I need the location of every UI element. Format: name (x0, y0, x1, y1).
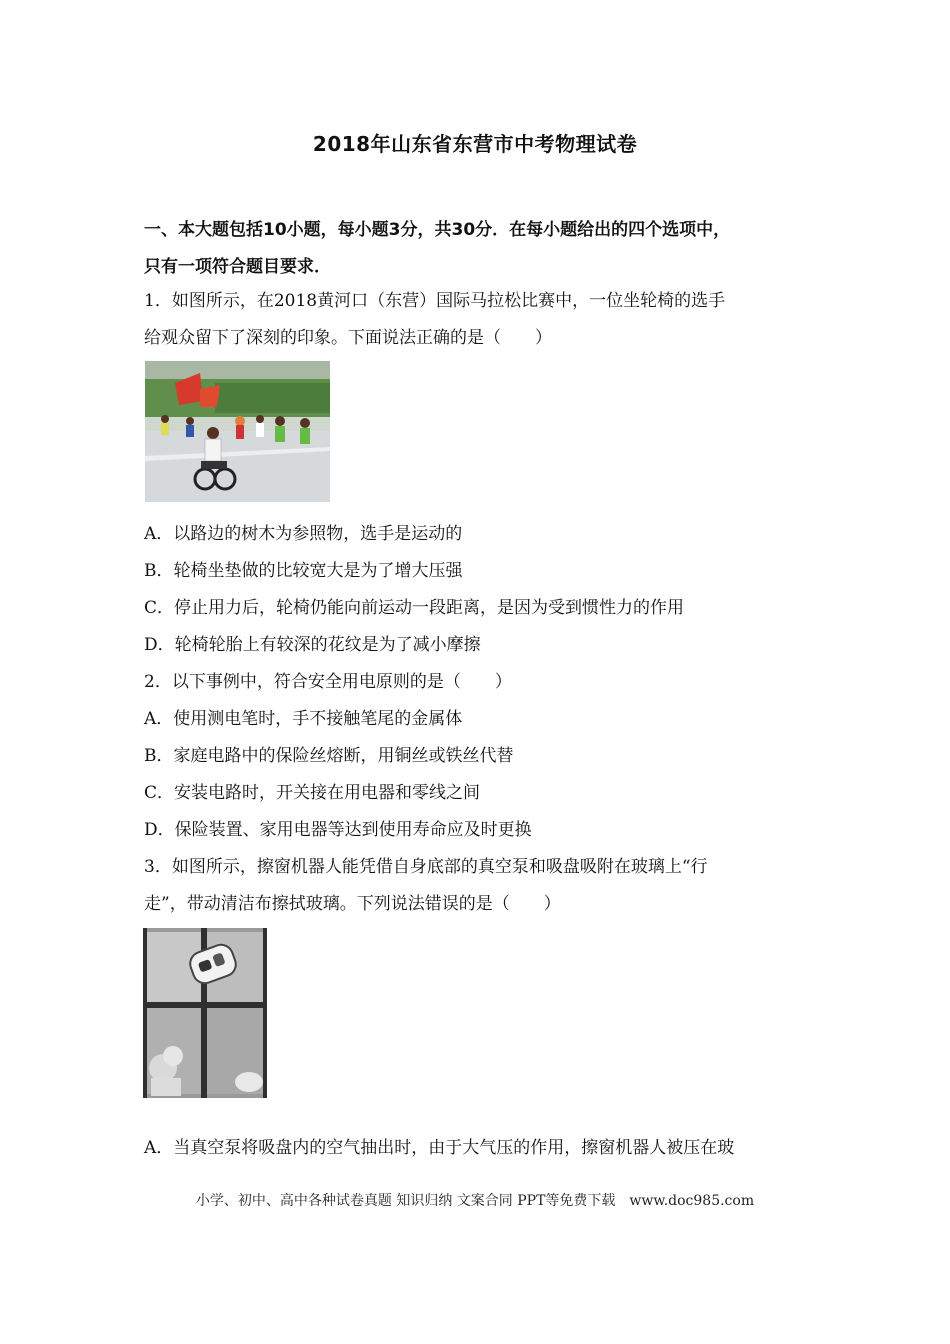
page-footer: 小学、初中、高中各种试卷真题 知识归纳 文案合同 PPT等免费下载 www.doc985.com (195, 1193, 755, 1209)
q1-stem-line-1: 1．如图所示，在2018黄河口（东营）国际马拉松比赛中，一位坐轮椅的选手 (144, 291, 726, 311)
q2-stem: 2．以下事例中，符合安全用电原则的是（ ） (144, 672, 512, 692)
q1-option-b: B．轮椅坐垫做的比较宽大是为了增大压强 (144, 561, 463, 581)
section-heading (144, 212, 824, 286)
q3-stem-line-2: 走”，带动清洁布擦拭玻璃。下列说法错误的是（ ） (144, 894, 561, 914)
q3-option-a-partial: A．当真空泵将吸盘内的空气抽出时，由于大气压的作用，擦窗机器人被压在玻 (144, 1138, 735, 1158)
q1-stem-line-2: 给观众留下了深刻的印象。下面说法正确的是（ ） (144, 328, 552, 348)
q2-option-b: B．家庭电路中的保险丝熔断，用铜丝或铁丝代替 (144, 746, 514, 766)
q1-option-d: D．轮椅轮胎上有较深的花纹是为了减小摩擦 (144, 635, 481, 655)
q1-option-c: C．停止用力后，轮椅仍能向前运动一段距离，是因为受到惯性力的作用 (144, 598, 685, 618)
window-cleaning-robot-photo (143, 928, 267, 1098)
q1-option-a: A．以路边的树木为参照物，选手是运动的 (144, 524, 463, 544)
page-title: 2018年山东省东营市中考物理试卷 (312, 132, 638, 156)
q3-stem-line-1: 3．如图所示，擦窗机器人能凭借自身底部的真空泵和吸盘吸附在玻璃上“行 (144, 857, 708, 877)
section-heading-line-1: 一、本大题包括10小题，每小题3分，共30分．在每小题给出的四个选项中， (144, 220, 731, 240)
q2-option-c: C．安装电路时，开关接在用电器和零线之间 (144, 783, 481, 803)
section-heading-line-2: 只有一项符合题目要求． (144, 257, 331, 277)
q2-option-d: D．保险装置、家用电器等达到使用寿命应及时更换 (144, 820, 532, 840)
q2-option-a: A．使用测电笔时，手不接触笔尾的金属体 (144, 709, 463, 729)
marathon-wheelchair-photo (145, 361, 330, 502)
